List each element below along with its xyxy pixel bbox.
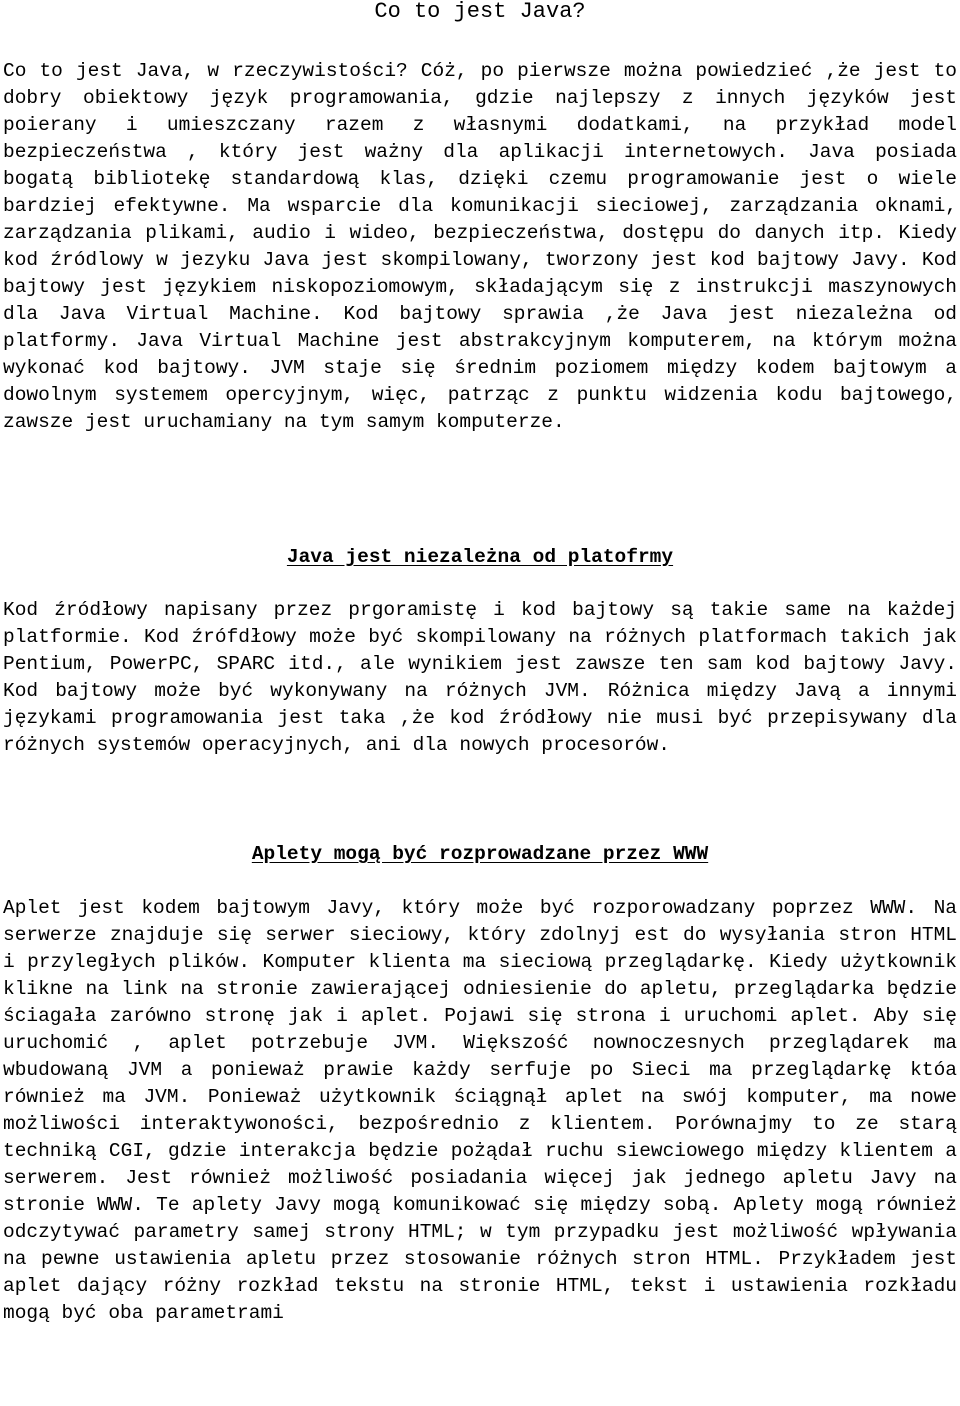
section-heading-applets: Aplety mogą być rozprowadzane przez WWW <box>251 843 709 865</box>
section-heading-platform: Java jest niezależna od platofrmy <box>286 546 674 568</box>
page-title: Co to jest Java? <box>374 0 586 24</box>
document-page <box>3 0 957 1324</box>
intro-paragraph: Co to jest Java, w rzeczywistości? Cóż, po pierwsze można powiedzieć ,że jest to dobry obiektowy język programowania, gdzie najlepszy z innych języków jest poierany i umieszczany razem z własnymi dodatkami, na przykład model bezpieczeństwa , który jest ważny dla aplikacji internetowych. Java posiada bogatą bibliotekę standardową klas, dzięki czemu programowanie jest o wiele bardziej efektywne. Ma wsparcie dla komunikacji sieciowej, zarządzania oknami, zarządzania plikami, audio i wideo, bezpieczeństwa, dostępu do danych itp. Kiedy kod źródlowy w jezyku Java jest skompilowany, tworzony jest kod bajtowy Javy. Kod bajtowy jest językiem niskopoziomowym, składającym się z instrukcji maszynowych dla Java Virtual Machine. Kod bajtowy sprawia ,że Java jest niezależna od platformy. Java Virtual Machine jest abstrakcyjnym komputerem, na którym można wykonać kod bajtowy. JVM staje się średnim poziomem między kodem bajtowym a dowolnym systemem opercyjnym, więc, patrząc z punktu widzenia kodu bajtowego, zawsze jest uruchamiany na tym samym komputerze. <box>3 60 957 433</box>
platform-paragraph: Kod źródłowy napisany przez prgoramistę i kod bajtowy są takie same na każdej platformie. Kod źrófdłowy może być skompilowany na różnych platformach takich jak Pentium, PowerPC, SPARC itd., ale wynikiem jest zawsze ten sam kod bajtowy Javy. Kod bajtowy może być wykonywany na różnych JVM. Różnica między Javą a innymi językami programowania jest taka ,że kod źródłowy nie musi być przepisywany dla różnych systemów operacyjnych, ani dla nowych procesorów. <box>3 599 957 756</box>
applets-paragraph: Aplet jest kodem bajtowym Javy, który może być rozporowadzany poprzez WWW. Na serwerze znajduje się serwer sieciowy, który zdolnyj est do wysyłania stron HTML i przyległych plików. Komputer klienta ma sieciową przeglądarkę. Kiedy użytkownik klikne na link na stronie zawierającej odniesienie do apletu, przeglądarka będzie ściagała zarówno stronę jak i aplet. Pojawi się strona i uruchomi aplet. Aby się uruchomić , aplet potrzebuje JVM. Większość nownoczesnych przeglądarek ma wbudowaną JVM a ponieważ prawie każdy serfuje po Sieci ma przeglądarkę któa również ma JVM. Ponieważ użytkownik ściągnął aplet na swój komputer, ma nowe możliwości interaktywoności, bezpośrednio z klientem. Porównajmy to ze starą techniką CGI, gdzie interakcja będzie pożądał ruchu siewciowego między klientem a serwerem. Jest również możliwość posiadania więcej jak jednego apletu Javy na stronie WWW. Te aplety Javy mogą komunikować się między sobą. Aplety mogą również odczytywać parametry samej strony HTML; w tym przypadku jest możliwość wpływania na pewne ustawienia apletu przez stosowanie różnych stron HTML. Przykładem jest aplet dający różny rozkład tekstu na stronie HTML, tekst i ustawienia rozkładu mogą być oba parametrami <box>3 897 957 1324</box>
